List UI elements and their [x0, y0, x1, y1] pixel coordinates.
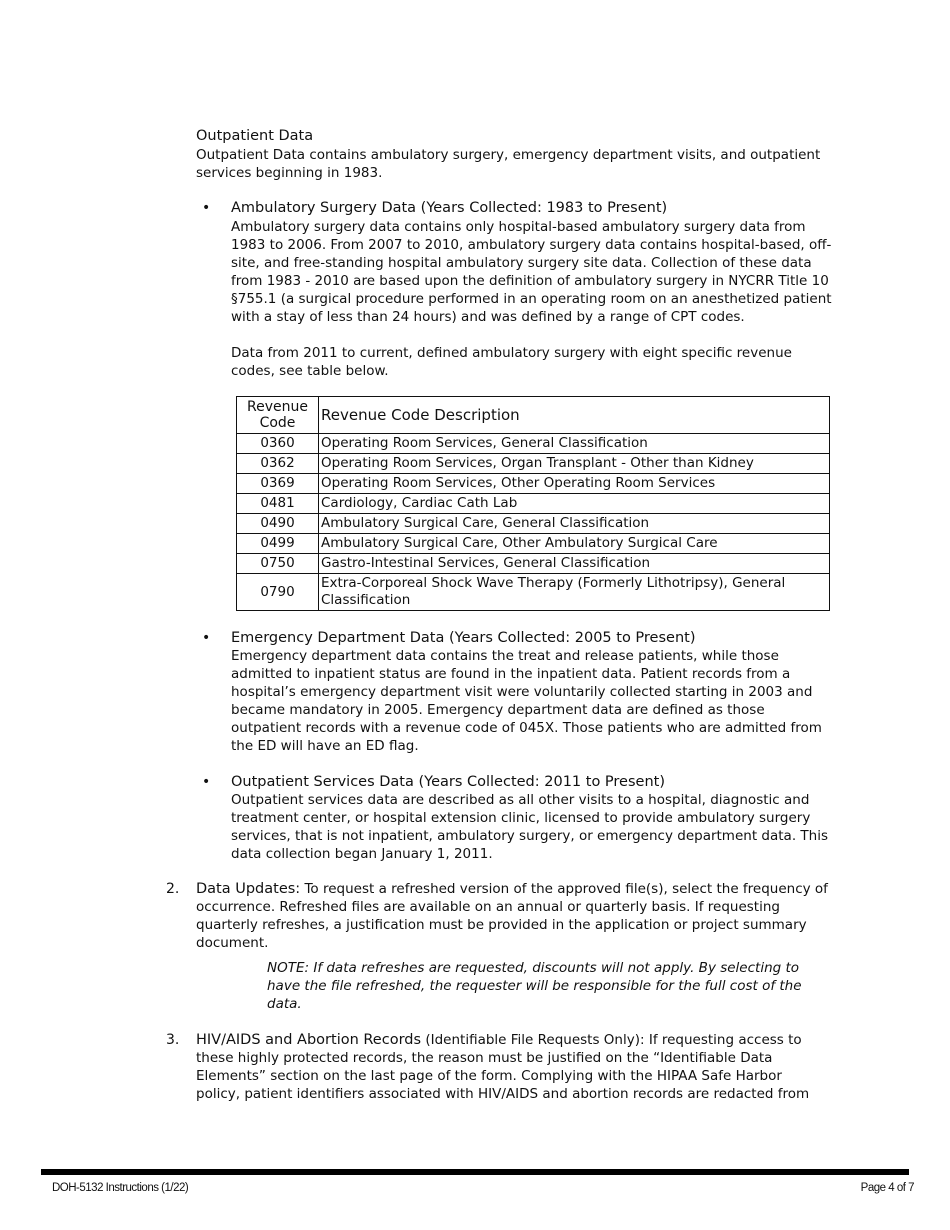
outpatient-services-body: Outpatient services data are described as all other visits to a hospital, diagnostic and treatment center, or hospital extension clinic, licensed to provide ambulatory surgery services, that is not inpatient, ambulatory surgery, or emergency department data. This data collection began January 1, 2011.	[231, 792, 828, 862]
row-code: 0369	[237, 474, 319, 494]
revenue-code-table	[236, 396, 830, 611]
row-description: Ambulatory Surgical Care, General Classification	[319, 514, 830, 534]
header-revenue-code	[237, 397, 319, 434]
header-code-line-1: Revenue	[247, 399, 308, 415]
row-description: Operating Room Services, Organ Transplant - Other than Kidney	[319, 454, 830, 474]
ambulatory-body: Ambulatory surgery data contains only hospital-based ambulatory surgery data from 1983 to 2006. From 2007 to 2010, ambulatory surgery data contains hospital-based, off-site, and free-standing hospital ambulatory surgery site data. Collection of these data from 1983 - 2010 are based upon the definition of ambulatory surgery in NYCRR Title 10 §755.1 (a surgical procedure performed in an operating room on an anesthetized patient with a stay of less than 24 hours) and was defined by a range of CPT codes.	[231, 219, 832, 325]
hiv-aids-text: (Identifiable File Requests Only): If requesting access to these highly protected records, the reason must be justified on the “Identifiable Data Elements” section on the last page of the form. Complying with the HIPAA Safe Harbor policy, patient identifiers associated with HIV/AIDS and abortion records are redacted from	[196, 1032, 810, 1102]
bullet-icon: •	[202, 200, 211, 216]
row-description: Ambulatory Surgical Care, Other Ambulatory Surgical Care	[319, 534, 830, 554]
bullet-icon: •	[202, 774, 211, 790]
table-row	[237, 534, 830, 554]
table-header-row	[237, 397, 830, 434]
table-row	[237, 474, 830, 494]
header-code-line-2: Code	[259, 415, 296, 431]
data-updates-paragraph	[196, 880, 842, 952]
row-description: Operating Room Services, Other Operating Room Services	[319, 474, 830, 494]
data-updates-note: NOTE: If data refreshes are requested, discounts will not apply. By selecting to have the file refreshed, the requester will be responsible for the full cost of the data.	[267, 960, 802, 1012]
row-code: 0362	[237, 454, 319, 474]
row-code: 0490	[237, 514, 319, 534]
table-row	[237, 554, 830, 574]
bullet-icon: •	[202, 630, 211, 646]
header-description: Revenue Code Description	[319, 397, 830, 434]
table-row	[237, 494, 830, 514]
row-description: Extra-Corporeal Shock Wave Therapy (Formerly Lithotripsy), General Classification	[319, 574, 830, 611]
table-row	[237, 434, 830, 454]
emergency-body: Emergency department data contains the treat and release patients, while those admitted to inpatient status are found in the inpatient data. Patient records from a hospital’s emergency department visit were voluntarily collected starting in 2003 and became mandatory in 2005. Emergency department data are defined as those outpatient records with a revenue code of 045X. Those patients who are admitted from the ED will have an ED flag.	[231, 648, 822, 754]
table-row	[237, 514, 830, 534]
data-updates-lead: Data Updates:	[196, 881, 301, 897]
data-updates-text: To request a refreshed version of the approved file(s), select the frequency of occurrence. Refreshed files are available on an annual or quarterly basis. If requesting quarterly refreshes, a justification must be provided in the application or project summary document.	[196, 881, 828, 951]
table-row	[237, 454, 830, 474]
row-code: 0481	[237, 494, 319, 514]
row-code: 0790	[237, 574, 319, 611]
row-description: Operating Room Services, General Classification	[319, 434, 830, 454]
page-number: Page 4 of 7	[860, 1182, 914, 1194]
table-row	[237, 574, 830, 611]
hiv-aids-paragraph	[196, 1031, 826, 1103]
ambulatory-body-2: Data from 2011 to current, defined ambulatory surgery with eight specific revenue codes, see table below.	[231, 345, 792, 379]
row-description: Cardiology, Cardiac Cath Lab	[319, 494, 830, 514]
row-code: 0360	[237, 434, 319, 454]
emergency-heading: Emergency Department Data (Years Collected: 2005 to Present)	[231, 630, 696, 646]
row-description: Gastro-Intestinal Services, General Classification	[319, 554, 830, 574]
section-intro: Outpatient Data contains ambulatory surgery, emergency department visits, and outpatient services beginning in 1983.	[196, 147, 821, 181]
item-number: 3.	[166, 1032, 180, 1048]
row-code: 0499	[237, 534, 319, 554]
form-id: DOH-5132 Instructions (1/22)	[52, 1182, 189, 1194]
ambulatory-heading: Ambulatory Surgery Data (Years Collected: 1983 to Present)	[231, 200, 668, 216]
section-title: Outpatient Data	[196, 128, 314, 144]
row-code: 0750	[237, 554, 319, 574]
hiv-aids-lead: HIV/AIDS and Abortion Records	[196, 1032, 422, 1048]
footer-rule	[41, 1169, 909, 1175]
outpatient-services-heading: Outpatient Services Data (Years Collected: 2011 to Present)	[231, 774, 665, 790]
item-number: 2.	[166, 881, 180, 897]
